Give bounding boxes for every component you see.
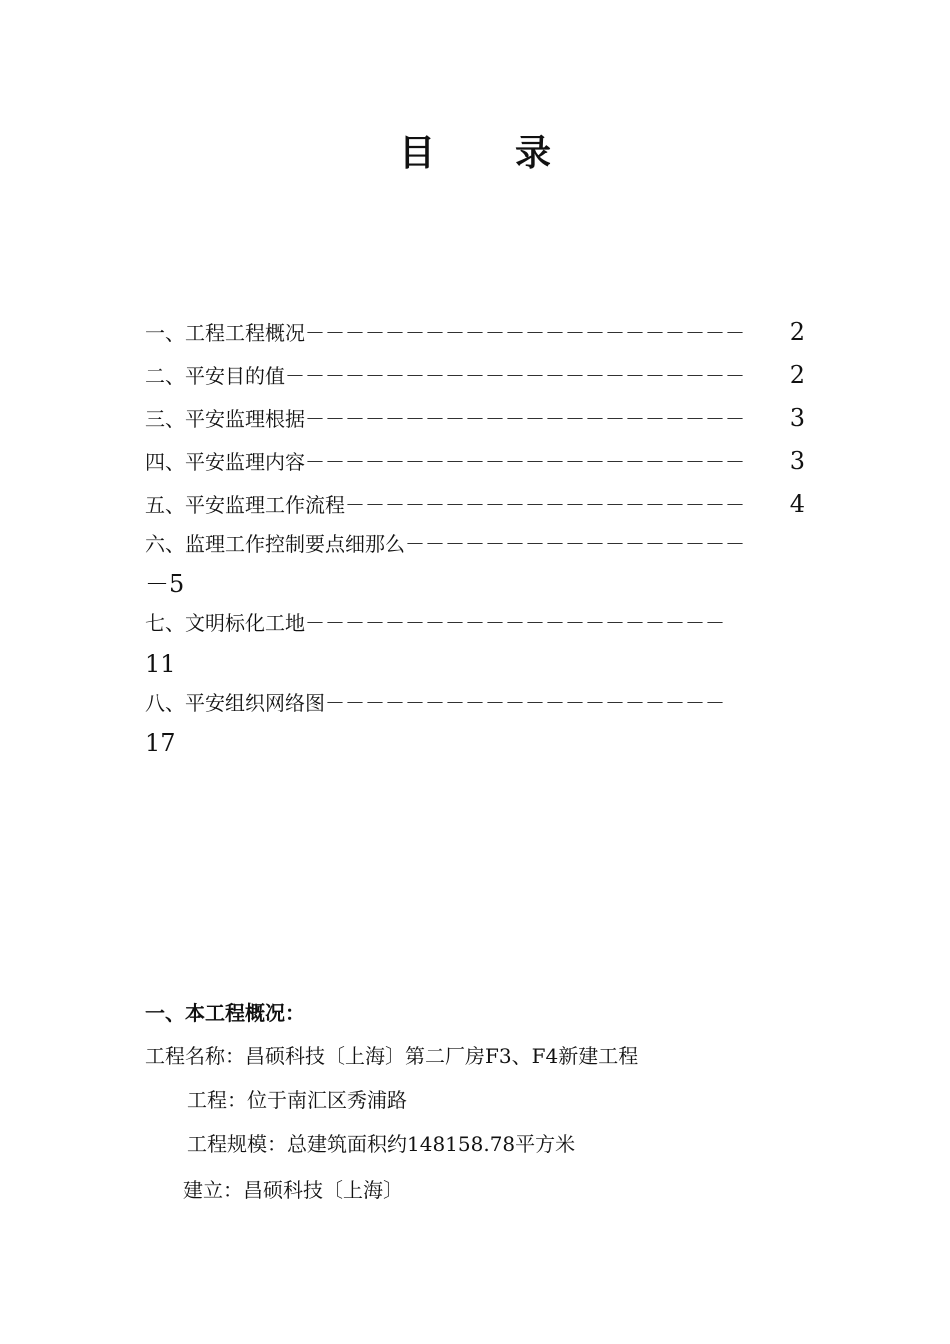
toc-page-number: 3	[789, 447, 805, 475]
toc-entry-label: 一、工程工程概况	[145, 321, 305, 345]
toc-leader: －－－－－－－－－－－－－－－－－－－－－－－	[285, 364, 745, 388]
toc-page-number: 2	[789, 318, 805, 346]
toc-entry-label: 七、文明标化工地	[145, 611, 305, 635]
toc-leader: －－－－－－－－－－－－－－－－－－－－	[345, 493, 745, 517]
toc-title-char-1: 目	[398, 132, 435, 174]
project-scale-line: 工程规模：总建筑面积约148158.78平方米	[187, 1132, 576, 1156]
toc-title	[0, 125, 950, 176]
toc-leader: －－－－－－－－－－－－－－－－－－－－－	[305, 611, 725, 635]
toc-entry-label: 六、监理工作控制要点细那么	[145, 532, 405, 556]
toc-page-number: 2	[789, 361, 805, 389]
toc-entry-label: 四、平安监理内容	[145, 450, 305, 474]
toc-page-number: 11	[145, 650, 176, 678]
toc-entry[interactable]	[145, 447, 805, 476]
toc-entry[interactable]	[145, 318, 805, 347]
toc-entry[interactable]	[145, 689, 805, 717]
toc-leader: －－－－－－－－－－－－－－－－－	[405, 532, 745, 556]
toc-leader: －－－－－－－－－－－－－－－－－－－－－－	[305, 321, 745, 345]
toc-entry-label: 三、平安监理根据	[145, 407, 305, 431]
toc-entry-label: 二、平安目的值	[145, 364, 285, 388]
toc-title-char-2: 录	[515, 132, 552, 174]
toc-entry[interactable]	[145, 490, 805, 519]
toc-leader: －－－－－－－－－－－－－－－－－－－－－－	[305, 450, 745, 474]
toc-entry[interactable]	[145, 609, 805, 637]
toc-leader: －－－－－－－－－－－－－－－－－－－－－－	[305, 407, 745, 431]
toc-entry-label: 八、平安组织网络图	[145, 691, 325, 715]
toc-page-number: 17	[145, 729, 176, 757]
toc-entry[interactable]	[145, 530, 805, 558]
project-location-line: 工程：位于南汇区秀浦路	[187, 1088, 407, 1112]
toc-entry[interactable]	[145, 404, 805, 433]
toc-entry-label: 五、平安监理工作流程	[145, 493, 345, 517]
toc-page-number: 4	[789, 490, 805, 518]
section-heading: 一、本工程概况：	[145, 1001, 305, 1025]
toc-leader: －－－－－－－－－－－－－－－－－－－－	[325, 691, 725, 715]
project-name-line: 工程名称：昌硕科技〔上海〕第二厂房F3、F4新建工程	[145, 1044, 639, 1068]
toc-page-number: 3	[789, 404, 805, 432]
toc-entry[interactable]	[145, 361, 805, 390]
toc-page-number: －5	[145, 570, 185, 598]
project-builder-line: 建立：昌硕科技〔上海〕	[183, 1178, 403, 1202]
